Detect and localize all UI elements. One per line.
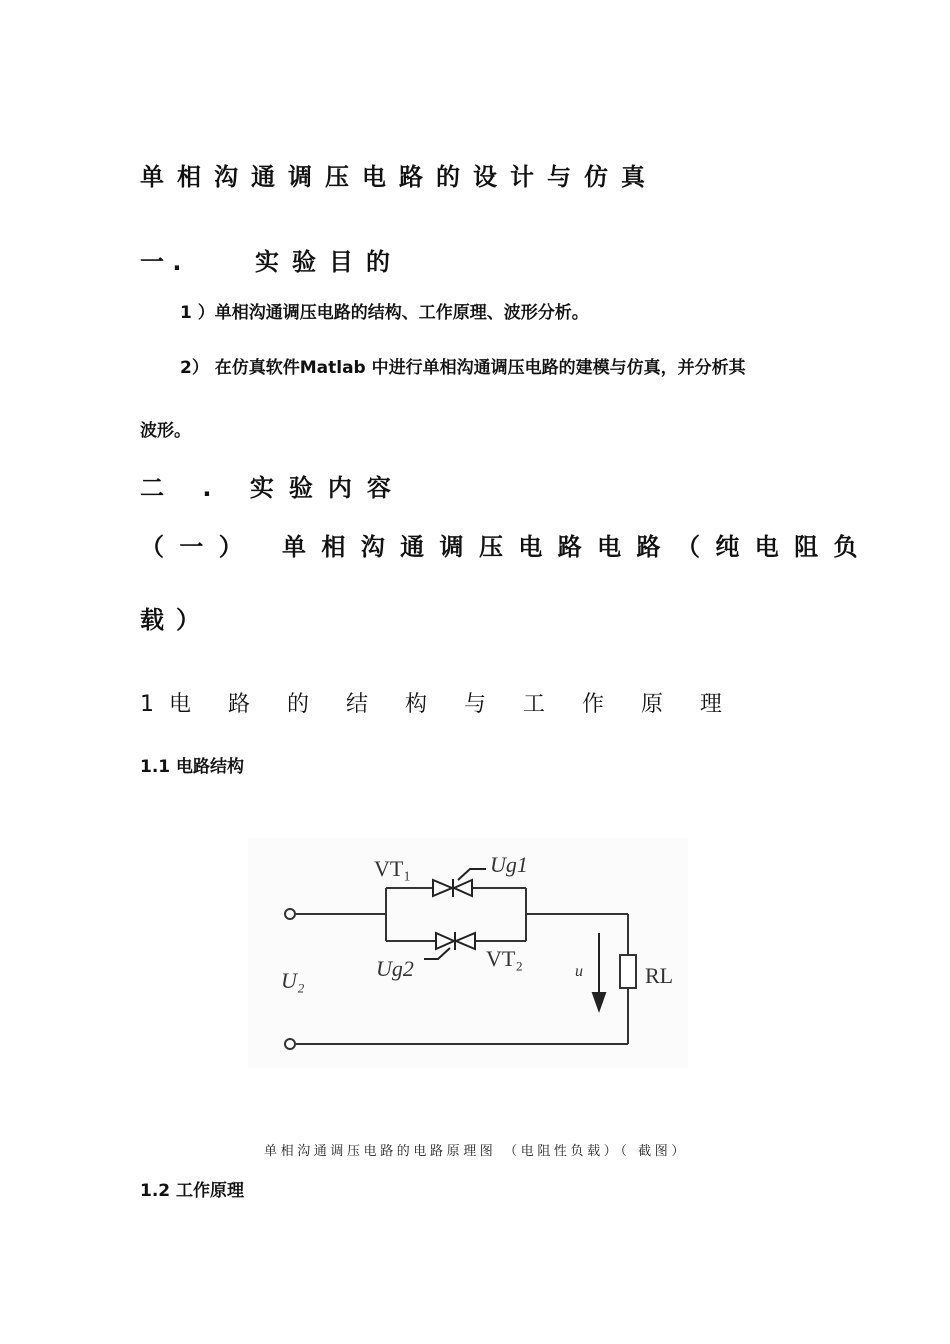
input-terminal-bottom: [285, 1039, 295, 1049]
document-title: 单相沟通调压电路的设计与仿真: [140, 163, 658, 191]
input-terminal-top: [285, 909, 295, 919]
circuit-structure-heading: 1电 路 的 结 构 与 工 作 原 理: [140, 692, 737, 717]
section1-heading: 实验目的: [255, 248, 403, 276]
objective-item-2-continued: 波形。: [140, 421, 191, 441]
subsection1-heading-continued: 载）: [140, 606, 212, 634]
subsection-1-2-heading: 1.2 工作原理: [140, 1181, 245, 1201]
section1-number: 一 .: [140, 248, 182, 276]
label-u2: U₂: [281, 968, 305, 993]
label-ug1: Ug1: [490, 852, 528, 877]
objective-item-1: 1 ）单相沟通调压电路的结构、工作原理、波形分析。: [180, 303, 589, 323]
label-vt1: VT₁: [374, 856, 411, 881]
subsection-1-1-heading: 1.1 电路结构: [140, 757, 245, 777]
label-ug2: Ug2: [376, 956, 414, 981]
figure-caption: 单相沟通调压电路的电路原理图 （电阻性负载）（ 截图）: [264, 1144, 688, 1159]
label-rl: RL: [645, 963, 674, 988]
load-resistor: [620, 955, 636, 988]
subsection1-heading: （一） 单相沟通调压电路电路（纯电阻负: [140, 533, 873, 561]
section2-heading: 二 . 实验内容: [140, 474, 406, 502]
label-u: u: [575, 963, 583, 980]
label-vt2: VT₂: [486, 946, 523, 971]
objective-item-2: 2） 在仿真软件Matlab 中进行单相沟通调压电路的建模与仿真，并分析其: [180, 358, 746, 378]
circuit-diagram: [248, 838, 688, 1068]
